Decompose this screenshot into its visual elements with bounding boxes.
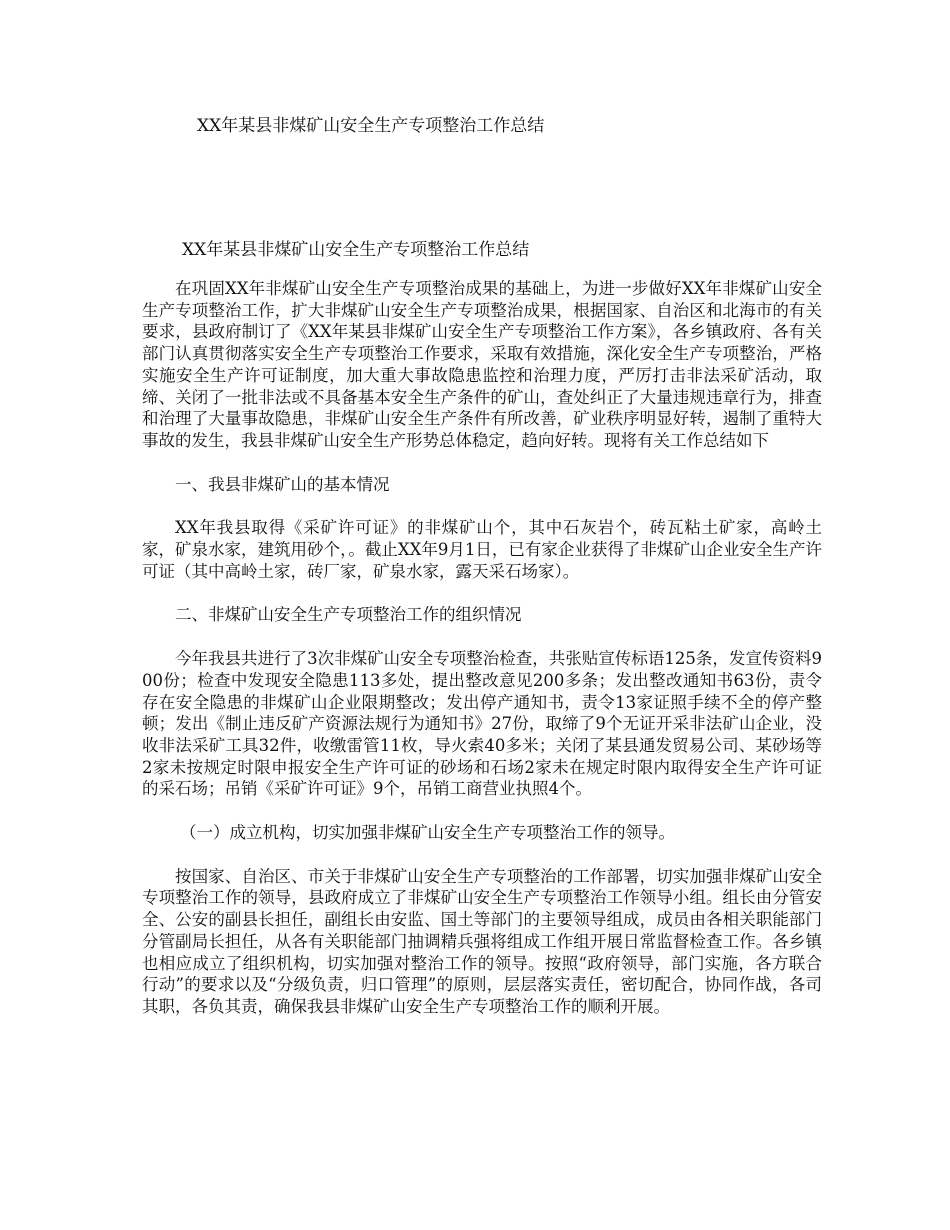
section-1-paragraph: XX年我县取得《采矿许可证》的非煤矿山个，其中石灰岩个，砖瓦粘土矿家，高岭土家，矿泉水家，建筑用砂个，。截止XX年9月1日，已有家企业获得了非煤矿山企业安全生产许可证（其中高岭土家，砖厂家，矿泉水家，露天采石场家）。: [142, 518, 822, 581]
section-1-heading: 一、我县非煤矿山的基本情况: [175, 474, 390, 494]
subsection-1-paragraph: 按国家、自治区、市关于非煤矿山安全生产专项整治的工作部署，切实加强非煤矿山安全专项整治工作的领导，县政府成立了非煤矿山安全生产专项整治工作领导小组。组长由分管安全、公安的副县长担任，副组长由安监、国土等部门的主要领导组成，成员由各相关职能部门分管副局长担任，从各有关职能部门抽调精兵强将组成工作组开展日常监督检查工作。各乡镇也相应成立了组织机构，切实加强对整治工作的领导。按照“政府领导，部门实施，各方联合行动”的要求以及“分级负责，归口管理”的原则，层层落实责任，密切配合，协同作战，各司其职，各负其责，确保我县非煤矿山安全生产专项整治工作的顺利开展。: [142, 866, 822, 1016]
document-title: XX年某县非煤矿山安全生产专项整治工作总结: [197, 116, 545, 136]
section-2-paragraph: 今年我县共进行了3次非煤矿山安全专项整治检查，共张贴宣传标语125条，发宣传资料900份；检查中发现安全隐患113多处，提出整改意见200多条；发出整改通知书63份，责令存在安全隐患的非煤矿山企业限期整改；发出停产通知书，责令13家证照手续不全的停产整顿；发出《制止违反矿产资源法规行为通知书》27份，取缔了9个无证开采非法矿山企业，没收非法采矿工具32件，收缴雷管11枚，导火索40多米；关闭了某县通发贸易公司、某砂场等2家未按规定时限申报安全生产许可证的砂场和石场2家未在规定时限内取得安全生产许可证的采石场；吊销《采矿许可证》9个，吊销工商营业执照4个。: [142, 649, 822, 799]
document-body: [142, 238, 822, 1040]
intro-paragraph: 在巩固XX年非煤矿山安全生产专项整治成果的基础上，为进一步做好XX年非煤矿山安全生产专项整治工作，扩大非煤矿山安全生产专项整治成果，根据国家、自治区和北海市的有关要求，县政府制订了《XX年某县非煤矿山安全生产专项整治工作方案》，各乡镇政府、各有关部门认真贯彻落实安全生产专项整治工作要求，采取有效措施，深化安全生产专项整治，严格实施安全生产许可证制度，加大重大事故隐患监控和治理力度，严厉打击非法采矿活动，取缔、关闭了一批非法或不具备基本安全生产条件的矿山，查处纠正了大量违规违章行为，排查和治理了大量事故隐患，非煤矿山安全生产条件有所改善，矿业秩序明显好转，遏制了重特大事故的发生，我县非煤矿山安全生产形势总体稳定，趋向好转。现将有关工作总结如下: [142, 279, 822, 450]
subsection-1-heading: （一）成立机构，切实加强非煤矿山安全生产专项整治工作的领导。: [180, 823, 675, 843]
document-subtitle: XX年某县非煤矿山安全生产专项整治工作总结: [182, 240, 530, 260]
section-2-heading: 二、非煤矿山安全生产专项整治工作的组织情况: [175, 605, 522, 625]
